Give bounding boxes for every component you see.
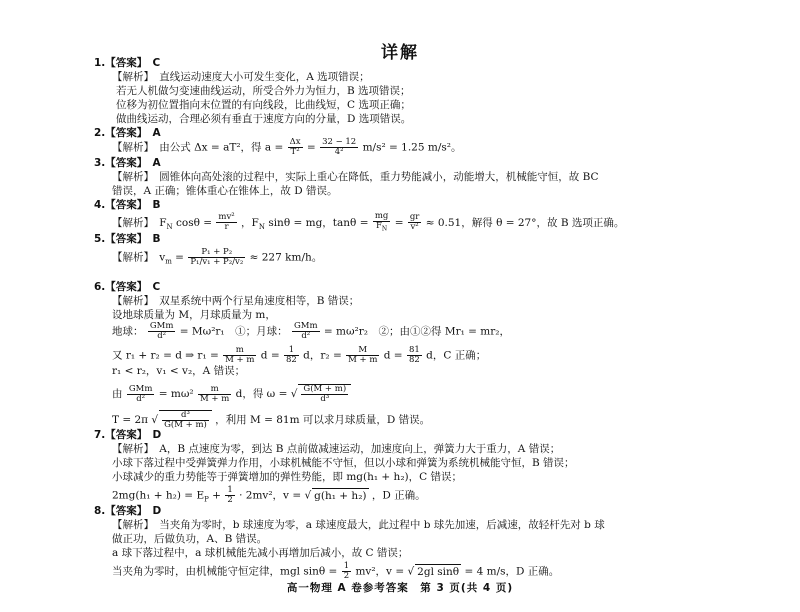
q8-l4-b: mv²，v = — [355, 565, 405, 578]
q2-fraction-2: $\frac{32 - 12}{\text{4²}}$ — [322, 137, 357, 157]
q2-eq: = — [306, 141, 316, 154]
q5-answer: 5.【答案】 B — [94, 233, 161, 245]
q8-l4-c: = 4 m/s，D 正确。 — [464, 565, 560, 578]
q6-l3-b: = Mω²r₁ ①；月球： — [179, 325, 288, 338]
q7-l4-a: 2mg(h₁ + h₂) = E — [112, 489, 205, 502]
q3-line1: 【解析】 圆锥体向高处滚的过程中，实际上重心在降低，重力势能减小，动能增大，机械能守恒，故 BC — [112, 171, 599, 183]
q5-fraction: $\frac{\text{P₁ + P₂}}{\text{P₁/v₁ + P₂/v₂}}$ — [190, 247, 244, 267]
q2-text: 【解析】 由公式 Δx = aT²，得 a = — [112, 141, 284, 154]
q7-line1: 【解析】 A，B 点速度为零，到达 B 点前做减速运动，加速度向上，弹簧力大于重力，A 错误； — [112, 443, 561, 455]
q4-answer: 4.【答案】 B — [94, 199, 161, 211]
q1-line4: 做曲线运动，合理必须有垂直于速度方向的分量，D 选项错误。 — [116, 113, 412, 125]
q6-l4-b: d = — [260, 349, 280, 362]
q4-text-b: cosθ = — [176, 216, 213, 229]
page-title: 详解 — [381, 43, 419, 63]
q5-tail: ≈ 227 km/h。 — [249, 251, 323, 264]
q6-l3-fraction-1: $\frac{\text{GMm}}{\text{d²}}$ — [149, 321, 174, 341]
q7-l4-sub: P — [204, 495, 209, 504]
page-footer: 高一物理 A 卷参考答案 第 3 页(共 4 页) — [286, 582, 514, 594]
q4-text-a: 【解析】 F — [112, 216, 167, 229]
q6-line5: r₁ < r₂，v₁ < v₂，A 错误； — [112, 365, 246, 377]
q6-l7-sqrt: $\frac{\text{d³}}{G(M + m)}$ — [159, 410, 212, 430]
q6-l4-fraction-4: $\frac{81}{82}$ — [408, 345, 420, 365]
q6-l3-fraction-2: $\frac{\text{GMm}}{\text{d²}}$ — [293, 321, 318, 341]
q7-line4: $2mg(h_1 + h_2) = E_P$ + $\frac{1}{2}$ · 2mv²，v = √ g(h₁ + h₂) ，D 正确。 — [112, 485, 426, 505]
q5-text-b: = — [175, 251, 184, 264]
q7-l4-sqrt: g(h₁ + h₂) — [314, 490, 367, 502]
q7-line2: 小球下落过程中受弹簧弹力作用，小球机械能不守恒，但以小球和弹簧为系统机械能守恒，B 错误； — [112, 457, 575, 469]
q6-l4-e: d，C 正确； — [426, 349, 487, 362]
q6-line3 — [112, 322, 510, 341]
q2-fraction-1: $\frac{\Delta x}{\text{T²}}$ — [289, 137, 301, 157]
q7-l4-d: ，D 正确。 — [371, 489, 426, 502]
q6-line6: 由 $\frac{\text{GMm}}{\text{d²}}$ = mω² $\frac{m}{M + m}$ d，得 ω = √ $\frac{G(M + m)}{\text{d³}}$ — [112, 384, 351, 404]
q6-l4-fraction-3: $\frac{M}{M + m}$ — [348, 345, 378, 365]
q1-answer: 1.【答案】 C — [94, 57, 161, 69]
q6-l3-a: 地球： — [112, 325, 144, 338]
q6-answer: 6.【答案】 C — [94, 281, 161, 293]
q8-l4-a: 当夹角为零时，由机械能守恒定律，mgl sinθ = — [112, 565, 338, 578]
q8-l4-fraction: $\frac{1}{2}$ — [343, 561, 350, 581]
q6-l6-sqrt: $\frac{G(M + m)}{\text{d³}}$ — [298, 384, 351, 404]
q6-line1: 【解析】 双星系统中两个行星角速度相等，B 错误； — [112, 295, 360, 307]
q6-l4-d: d = — [383, 349, 403, 362]
q5-text-a: 【解析】 v — [112, 251, 166, 264]
q4-fraction-3: $\frac{gr}{\text{v²}}$ — [409, 212, 420, 233]
q6-l6-fraction-2: $\frac{m}{M + m}$ — [199, 383, 230, 404]
q6-l4-fraction-1: $\frac{m}{M + m}$ — [225, 345, 255, 365]
q1-analysis: 【解析】 直线运动速度大小可发生变化，A 选项错误； — [112, 71, 370, 83]
q2-answer: 2.【答案】 A — [94, 127, 161, 139]
q8-line2: 做正功，后做负功，A、B 错误。 — [112, 533, 268, 545]
q2-tail: m/s² = 1.25 m/s²。 — [362, 141, 462, 154]
q8-line1: 【解析】 当夹角为零时，b 球速度为零，a 球速度最大，此过程中 b 球先加速，后减速，故轻杆先对 b 球 — [112, 519, 605, 531]
q4-analysis — [112, 212, 624, 234]
q7-answer: 7.【答案】 D — [94, 429, 162, 441]
q4-fraction-2: $\frac{mg}{F_N}$ — [374, 211, 389, 233]
q8-l4-sqrt: 2gl sinθ — [417, 566, 460, 578]
q6-l4-fraction-2: $\frac{1}{82}$ — [286, 345, 297, 365]
q4-fraction-1: $\frac{\text{mv²}}{r}$ — [218, 212, 235, 233]
q8-line3: a 球下落过程中，a 球机械能先减小再增加后减小，故 C 错误； — [112, 547, 409, 559]
q6-l6-a: 由 — [112, 388, 123, 400]
q6-line2: 设地球质量为 M，月球质量为 m， — [112, 309, 276, 321]
q4-text-e: = — [394, 216, 404, 229]
q6-l4-c: d，r₂ = — [303, 349, 342, 362]
q7-l4-b: + — [212, 489, 221, 502]
q1-line3: 位移为初位置指向末位置的有向线段，比曲线短，C 选项正确； — [116, 99, 411, 111]
q7-l4-c: · 2mv²，v = — [239, 489, 302, 502]
q6-l7-b: ，利用 M = 81m 可以求月球质量，D 错误。 — [215, 414, 431, 426]
q6-line7: T = 2π √ $\frac{\text{d³}}{G(M + m)}$ ，利用 M = 81m 可以求月球质量，D 错误。 — [112, 410, 431, 430]
q7-line3: 小球减少的重力势能等于弹簧增加的弹性势能，即 mg(h₁ + h₂)，C 错误； — [112, 471, 462, 483]
q4-sub-2: N — [258, 222, 265, 231]
q3-answer: 3.【答案】 A — [94, 157, 161, 169]
q6-l4-a: 又 r₁ + r₂ = d ⇒ r₁ = — [112, 349, 219, 362]
q4-sub-1: N — [166, 222, 173, 231]
q1-line2: 若无人机做匀变速曲线运动，所受合外力为恒力，B 选项错误； — [116, 85, 411, 97]
q5-analysis — [112, 248, 322, 269]
q6-l7-a: T = 2π — [112, 414, 149, 426]
q8-answer: 8.【答案】 D — [94, 505, 162, 517]
q7-l4-fraction: $\frac{1}{2}$ — [227, 485, 233, 505]
q8-line4: 当夹角为零时，由机械能守恒定律，mgl sinθ = $\frac{1}{2}$ mv²，v = √ 2gl sinθ = 4 m/s，D 正确。 — [112, 561, 560, 581]
q6-l6-fraction-1: $\frac{\text{GMm}}{\text{d²}}$ — [128, 383, 153, 404]
q6-l6-c: d，得 ω = — [235, 388, 288, 400]
q4-text-c: ，F — [241, 216, 259, 229]
q5-sub: m — [165, 257, 172, 266]
q3-line2: 错误，A 正确；锥体重心在锥体上，故 D 错误。 — [112, 185, 338, 197]
q4-text-d: sinθ = mg，tanθ = — [268, 216, 369, 229]
q2-analysis — [112, 138, 461, 157]
q6-line4 — [112, 346, 486, 365]
q6-l6-b: = mω² — [158, 388, 194, 400]
q4-tail: ≈ 0.51，解得 θ = 27°，故 B 选项正确。 — [425, 216, 625, 229]
q6-l3-c: = mω²r₂ ②；由①②得 Mr₁ = mr₂， — [323, 325, 510, 338]
